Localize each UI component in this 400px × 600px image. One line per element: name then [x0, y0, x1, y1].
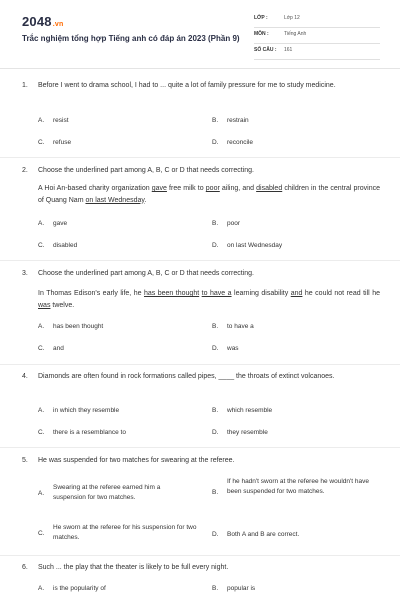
option-text: they resemble	[227, 429, 268, 436]
question-number: 5.	[22, 457, 28, 464]
option-letter: A.	[38, 407, 45, 414]
option-b[interactable]	[212, 477, 380, 510]
option-letter: C.	[38, 139, 45, 146]
passage-text: twelve.	[50, 301, 75, 309]
passage-text: .	[144, 196, 147, 204]
question-stem: Choose the underlined part among A, B, C or D that needs correcting.	[38, 270, 254, 277]
passage-text: he could not read till he	[302, 290, 380, 297]
option-letter: B.	[212, 407, 219, 414]
option-text: Both A and B are correct.	[227, 531, 300, 538]
option-text: restrain	[227, 117, 249, 124]
question-passage	[38, 288, 380, 311]
passage-text: learning disability	[231, 290, 291, 297]
option-a[interactable]	[38, 483, 198, 505]
option-letter: B.	[212, 585, 219, 592]
meta-count-value: 161	[284, 47, 293, 53]
option-text: Swearing at the referee earned him a suspension for two matches.	[53, 484, 161, 501]
option-text: disabled	[53, 242, 78, 249]
question-stem: Diamonds are often found in rock formations called pipes, ____ the throats of extinct volcanoes.	[38, 373, 335, 380]
option-text: refuse	[53, 139, 72, 146]
option-text: If he hadn't sworn at the referee he wouldn't have been suspended for two matches.	[227, 478, 369, 495]
option-letter: B.	[212, 117, 219, 124]
question-divider	[0, 260, 400, 261]
option-text: on last Wednesday	[227, 242, 283, 249]
option-text: has been thought	[53, 323, 104, 330]
question-stem: Before I went to drama school, I had to ... quite a lot of family pressure for me to study medicine.	[38, 82, 336, 89]
meta-subject	[254, 28, 380, 44]
question-stem: He was suspended for two matches for swearing at the referee.	[38, 457, 235, 464]
passage-text: A Hoi An-based charity organization	[38, 185, 152, 192]
meta-subject-value: Tiếng Anh	[284, 31, 307, 37]
option-text: which resemble	[227, 407, 273, 414]
option-letter: A.	[38, 220, 45, 227]
underlined-part: was	[38, 301, 51, 309]
question-divider	[0, 364, 400, 365]
option-letter: A.	[38, 323, 45, 330]
option-text: popular is	[227, 585, 256, 592]
option-letter: D.	[212, 242, 219, 249]
underlined-part: gave	[151, 185, 167, 192]
passage-text: children in the central province of Quang Nam	[38, 185, 380, 204]
meta-subject-label: MÔN :	[254, 31, 269, 37]
header-divider	[0, 68, 400, 69]
underlined-part: disabled	[256, 185, 283, 192]
question-stem: Such ... the play that the theater is likely to be full every night.	[38, 564, 229, 571]
question-number: 1.	[22, 82, 28, 89]
question-number: 2.	[22, 167, 28, 174]
option-letter: C.	[38, 345, 45, 352]
passage-text: In Thomas Edison's early life, he	[38, 290, 144, 297]
meta-count-label: SỐ CÂU :	[254, 47, 277, 53]
option-letter: C.	[38, 242, 45, 249]
option-text: there is a resemblance to	[53, 429, 126, 436]
underlined-part: poor	[205, 185, 220, 192]
option-letter: A.	[38, 117, 45, 124]
option-letter: D.	[212, 531, 219, 538]
underlined-part: and	[290, 290, 303, 297]
underlined-part: to have a	[201, 290, 232, 297]
option-letter: D.	[212, 345, 219, 352]
option-letter: A.	[38, 490, 45, 497]
document-title: Trắc nghiệm tổng hợp Tiếng anh có đáp án 2023 (Phần 9)	[22, 34, 240, 43]
option-text: poor	[227, 220, 241, 227]
document-header	[0, 0, 400, 64]
option-text: gave	[53, 220, 68, 227]
meta-count	[254, 44, 380, 60]
option-letter: D.	[212, 139, 219, 146]
option-text: was	[227, 345, 239, 352]
passage-text: free milk to	[166, 185, 206, 192]
option-letter: A.	[38, 585, 45, 592]
option-text: in which they resemble	[53, 407, 120, 414]
underlined-part: on last Wednesday	[85, 196, 145, 204]
question-number: 4.	[22, 373, 28, 380]
option-letter: C.	[38, 530, 45, 537]
site-logo[interactable]	[22, 14, 63, 29]
question-number: 6.	[22, 564, 28, 571]
meta-class-value: Lớp 12	[284, 15, 300, 21]
question-divider	[0, 555, 400, 556]
option-letter: C.	[38, 429, 45, 436]
question-stem: Choose the underlined part among A, B, C or D that needs correcting.	[38, 167, 254, 174]
question-number: 3.	[22, 270, 28, 277]
logo-suffix: .vn	[52, 21, 64, 28]
option-letter: B.	[212, 220, 219, 227]
option-c[interactable]	[38, 523, 198, 545]
option-text: to have a	[227, 323, 254, 330]
option-text: reconcile	[227, 139, 254, 146]
underlined-part: has been thought	[143, 290, 200, 297]
option-text: He sworn at the referee for his suspension for two matches.	[53, 524, 197, 541]
question-passage	[38, 183, 380, 206]
question-divider	[0, 447, 400, 448]
option-letter: B.	[212, 489, 219, 496]
meta-class-label: LỚP :	[254, 15, 268, 21]
option-text: resist	[53, 117, 69, 124]
question-divider	[0, 157, 400, 158]
option-letter: B.	[212, 323, 219, 330]
logo-text: 2048	[22, 14, 52, 29]
option-text: is the popularity of	[53, 585, 106, 592]
option-letter: D.	[212, 429, 219, 436]
meta-class	[254, 12, 380, 28]
passage-text: ailing, and	[219, 185, 257, 192]
option-text: and	[53, 345, 64, 352]
